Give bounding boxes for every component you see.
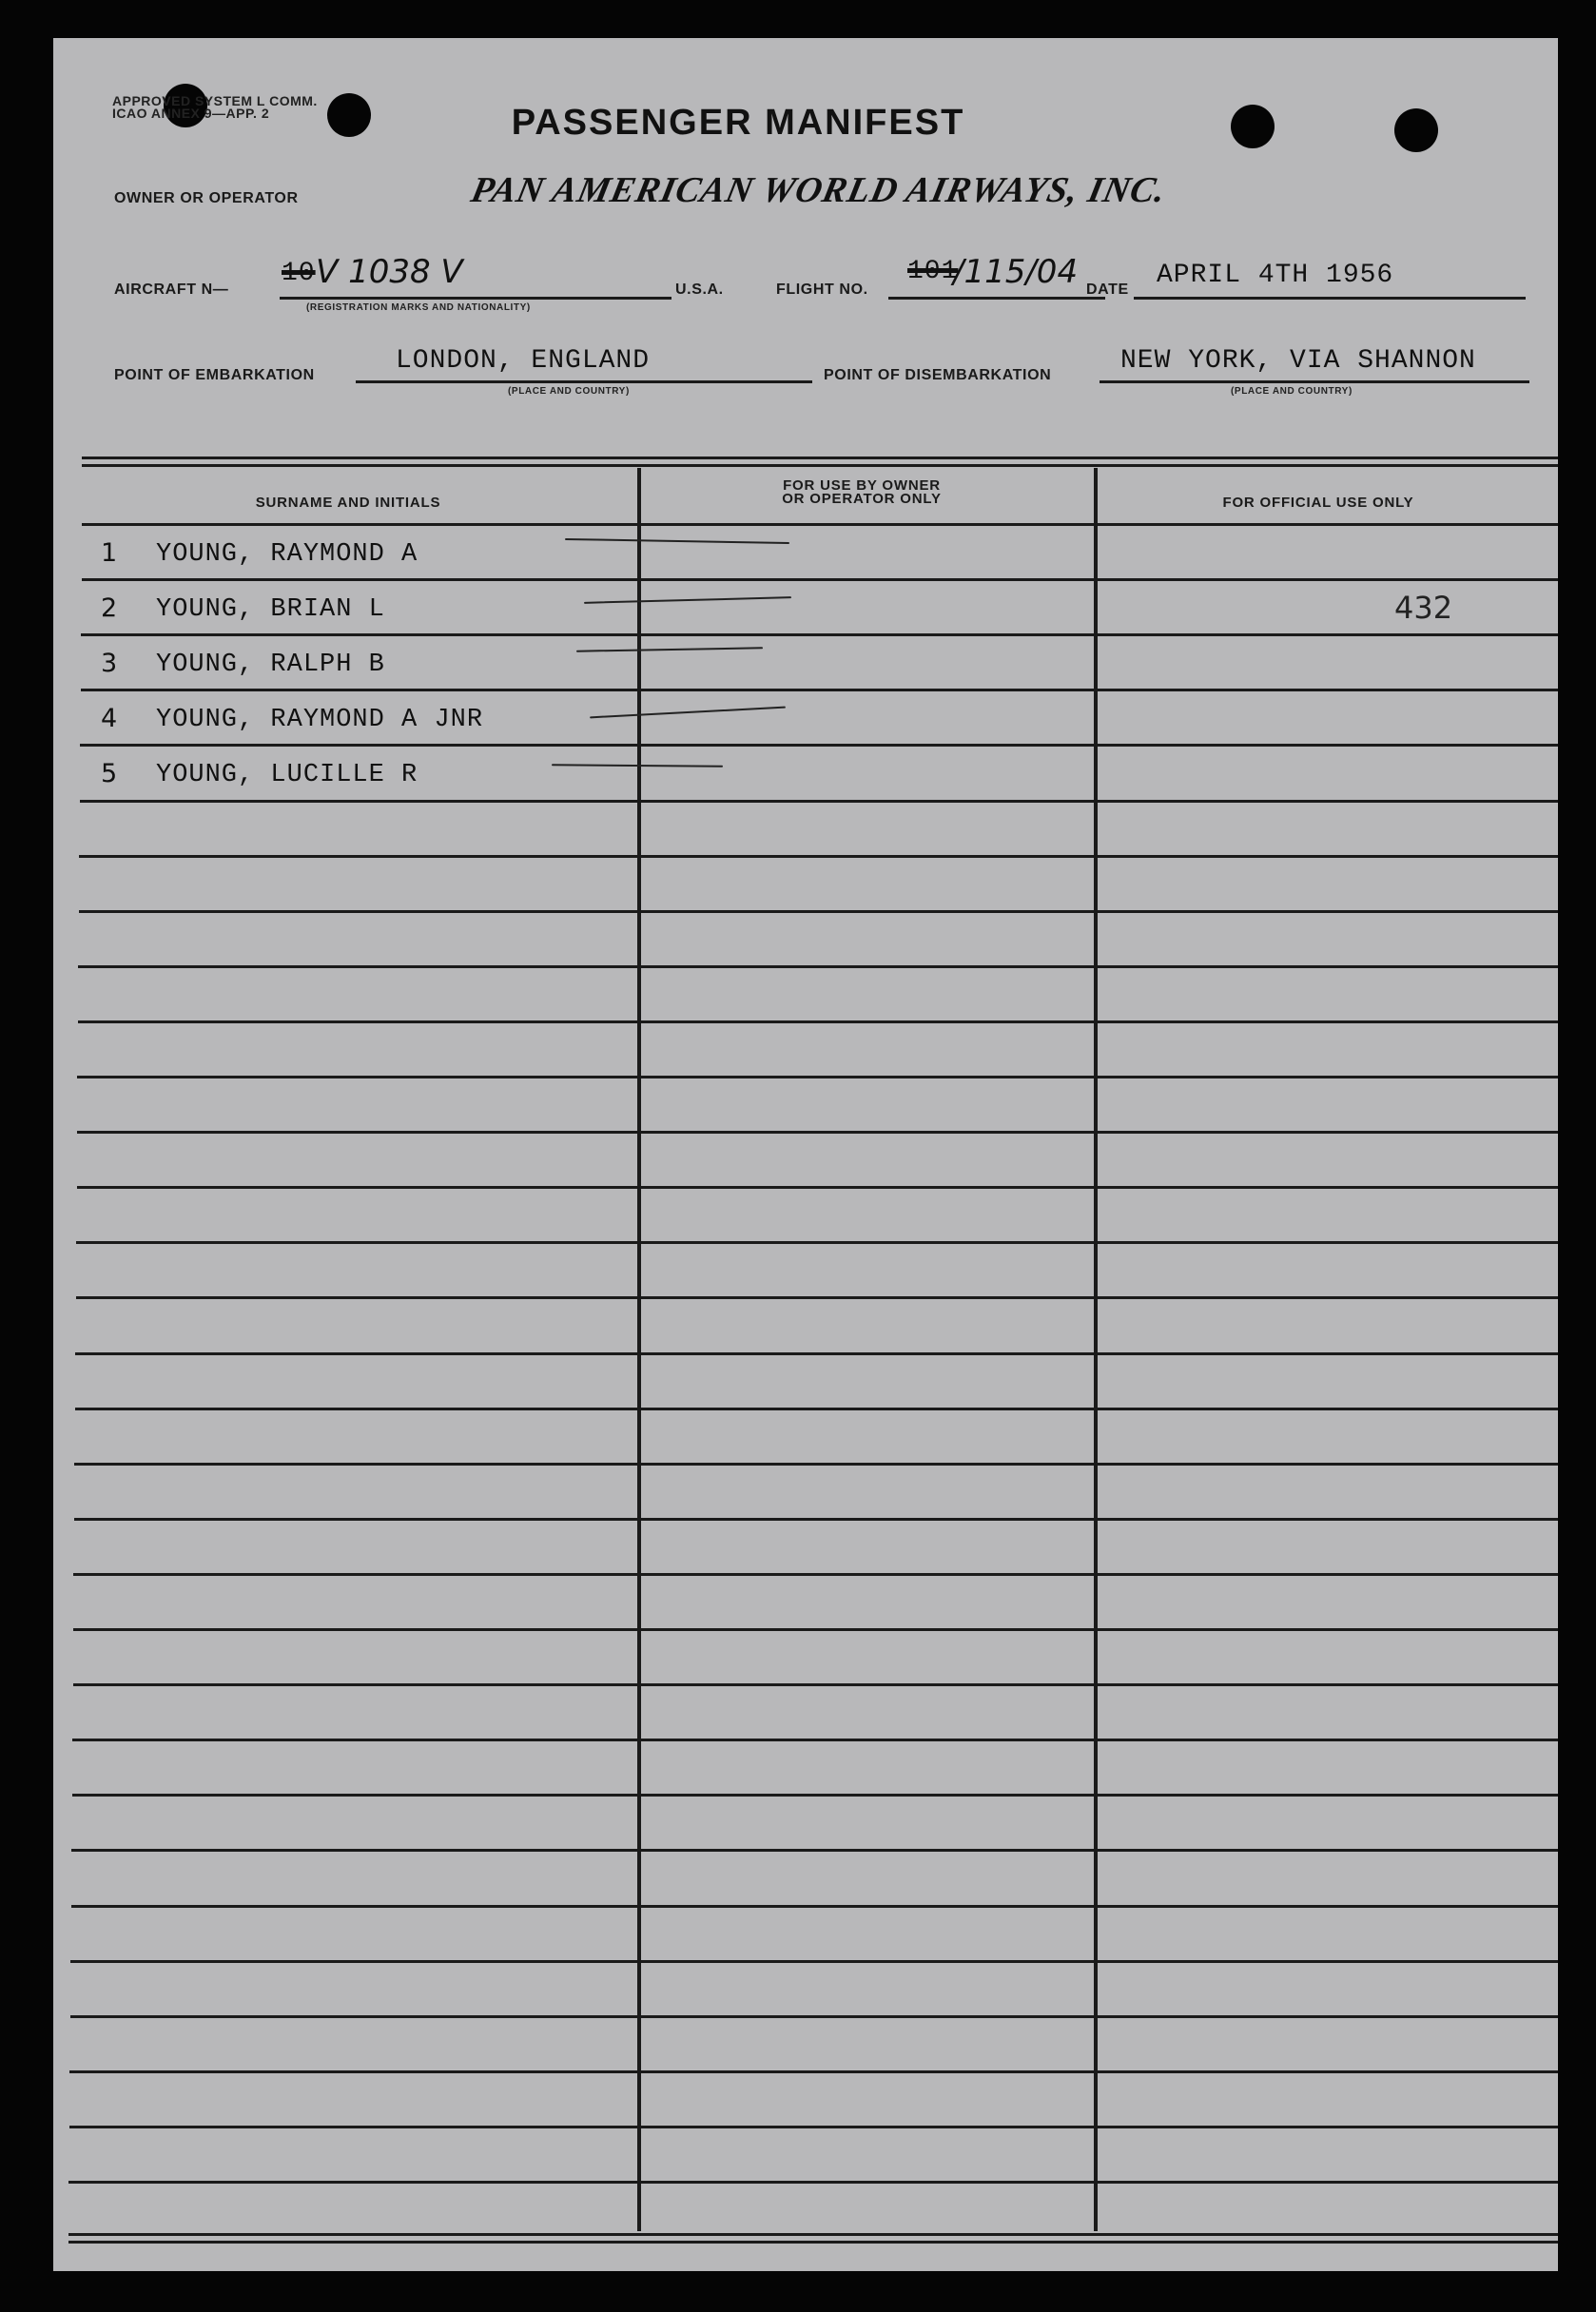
owner-label: OWNER OR OPERATOR (114, 190, 299, 206)
row-rule (80, 744, 1558, 747)
embarkation-caption: (PLACE AND COUNTRY) (508, 386, 630, 397)
row-rule (71, 1905, 1558, 1908)
row-number: 3 (101, 649, 118, 678)
row-rule (79, 855, 1558, 858)
aircraft-value: V 1038 V (316, 253, 463, 291)
date-label: DATE (1086, 282, 1129, 298)
column-divider (637, 468, 641, 2231)
embarkation-underline (356, 380, 812, 383)
usa-label: U.S.A. (675, 282, 724, 298)
row-number: 5 (101, 759, 118, 788)
punch-hole (1394, 108, 1438, 152)
punch-hole (1231, 105, 1275, 148)
table-bottom-rule (68, 2233, 1558, 2236)
flight-value: /115/04 (953, 253, 1079, 291)
row-rule (77, 1131, 1558, 1134)
row-rule (76, 1241, 1558, 1244)
passenger-name: YOUNG, RAYMOND A (156, 540, 418, 569)
row-rule (79, 910, 1558, 913)
row-rule (73, 1683, 1558, 1686)
column-header-operator: FOR USE BY OWNER OR OPERATOR ONLY (782, 477, 942, 507)
date-value: APRIL 4TH 1956 (1157, 261, 1394, 290)
aircraft-label: AIRCRAFT N— (114, 282, 229, 298)
table-bottom-rule (68, 2241, 1558, 2244)
row-rule (74, 1463, 1558, 1466)
column-header-surname: SURNAME AND INITIALS (255, 495, 441, 511)
passenger-name: YOUNG, BRIAN L (156, 595, 385, 624)
row-rule (70, 1960, 1558, 1963)
row-rule (72, 1794, 1558, 1797)
row-rule (68, 2181, 1558, 2184)
handwritten-dash (584, 596, 791, 604)
disembarkation-caption: (PLACE AND COUNTRY) (1231, 386, 1353, 397)
row-rule (82, 578, 1558, 581)
approval-note: APPROVED SYSTEM L COMM. ICAO ANNEX 9—APP. 2 (112, 93, 318, 121)
row-number: 2 (101, 593, 118, 623)
row-rule (78, 1020, 1558, 1023)
row-rule (70, 2015, 1558, 2018)
handwritten-dash (590, 707, 786, 719)
disembarkation-label: POINT OF DISEMBARKATION (824, 367, 1052, 383)
row-rule (81, 633, 1558, 636)
row-rule (72, 1739, 1558, 1741)
embarkation-value: LONDON, ENGLAND (396, 346, 651, 376)
operator-name: PAN AMERICAN WORLD AIRWAYS, INC. (467, 170, 1171, 210)
manifest-sheet (53, 38, 1558, 2271)
row-rule (75, 1352, 1558, 1355)
flight-label: FLIGHT NO. (776, 282, 868, 298)
official-use-value: 432 (1394, 590, 1453, 626)
row-number: 4 (101, 704, 118, 733)
flight-struck-value: 101 (907, 257, 959, 286)
passenger-name: YOUNG, RAYMOND A JNR (156, 706, 484, 734)
row-rule (69, 2070, 1558, 2073)
passenger-name: YOUNG, RALPH B (156, 651, 385, 679)
disembarkation-value: NEW YORK, VIA SHANNON (1120, 346, 1476, 376)
handwritten-dash (576, 647, 763, 651)
flight-underline (888, 297, 1105, 300)
passenger-name: YOUNG, LUCILLE R (156, 761, 418, 789)
disembarkation-underline (1100, 380, 1529, 383)
row-rule (81, 689, 1558, 691)
row-rule (73, 1628, 1558, 1631)
embarkation-label: POINT OF EMBARKATION (114, 367, 315, 383)
row-rule (80, 800, 1558, 803)
row-rule (77, 1186, 1558, 1189)
row-rule (75, 1408, 1558, 1410)
row-rule (74, 1518, 1558, 1521)
aircraft-underline (280, 297, 671, 300)
table-top-rule (82, 464, 1558, 467)
row-rule (73, 1573, 1558, 1576)
table-top-rule (82, 457, 1558, 459)
column-header-official: FOR OFFICIAL USE ONLY (1222, 495, 1414, 511)
column-divider (1094, 468, 1098, 2231)
row-rule (77, 1076, 1558, 1078)
aircraft-struck-value: 10 (282, 259, 316, 288)
punch-hole (327, 93, 371, 137)
row-rule (78, 965, 1558, 968)
registration-caption: (REGISTRATION MARKS AND NATIONALITY) (306, 302, 531, 313)
row-number: 1 (101, 538, 118, 568)
row-rule (82, 523, 1558, 526)
row-rule (71, 1849, 1558, 1852)
page-title: PASSENGER MANIFEST (511, 103, 965, 143)
row-rule (69, 2126, 1558, 2128)
handwritten-dash (565, 538, 789, 544)
date-underline (1134, 297, 1526, 300)
row-rule (76, 1296, 1558, 1299)
